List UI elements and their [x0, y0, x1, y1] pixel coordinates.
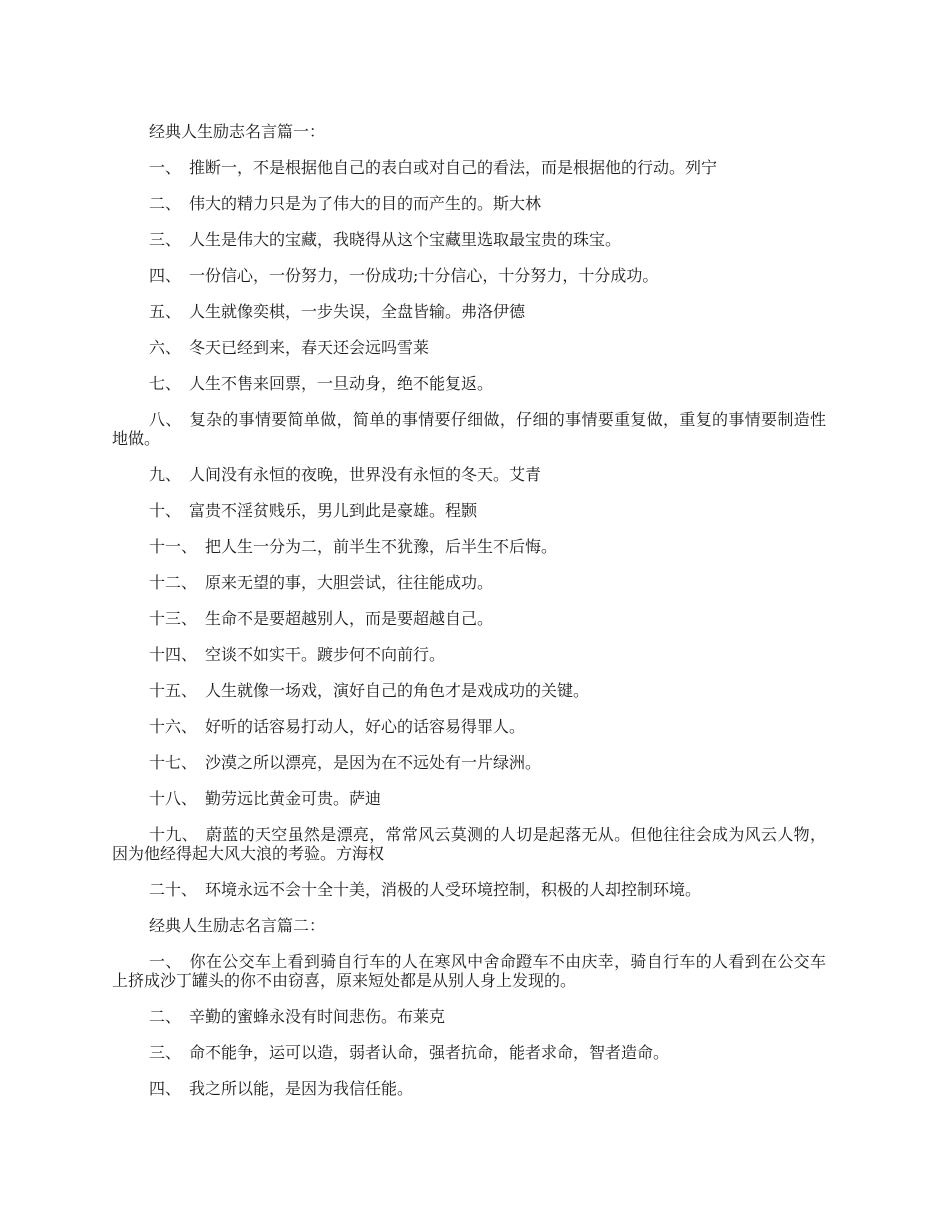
quote-paragraph	[112, 266, 826, 285]
quote-number: 一、	[149, 952, 182, 971]
quote-number: 十四、	[149, 645, 198, 664]
quote-number: 十、	[149, 501, 182, 520]
quote-number: 一、	[149, 158, 182, 177]
quote-paragraph	[112, 573, 826, 592]
quote-text: 富贵不淫贫贱乐，男儿到此是豪雄。程颢	[189, 501, 478, 520]
quote-paragraph	[112, 230, 826, 249]
quote-paragraph	[112, 952, 826, 990]
quote-text: 沙漠之所以漂亮，是因为在不远处有一片绿洲。	[205, 753, 542, 772]
quote-paragraph	[112, 645, 826, 664]
quote-number: 十六、	[149, 717, 198, 736]
quote-paragraph	[112, 717, 826, 736]
quote-paragraph	[112, 465, 826, 484]
quote-text: 空谈不如实干。踱步何不向前行。	[205, 645, 446, 664]
quote-paragraph	[112, 1043, 826, 1062]
document-page	[112, 122, 826, 1115]
quote-number: 二、	[149, 194, 182, 213]
quote-text: 人生是伟大的宝藏，我晓得从这个宝藏里选取最宝贵的珠宝。	[189, 230, 622, 249]
quote-number: 五、	[149, 302, 182, 321]
quote-paragraph	[112, 302, 826, 321]
section-heading: 经典人生励志名言篇一：	[149, 122, 326, 141]
quote-paragraph	[112, 194, 826, 213]
quote-paragraph	[112, 789, 826, 808]
quote-number: 六、	[149, 338, 182, 357]
section-1-list	[112, 158, 826, 899]
quote-paragraph	[112, 1007, 826, 1026]
quote-text: 环境永远不会十全十美，消极的人受环境控制，积极的人却控制环境。	[205, 880, 702, 899]
quote-paragraph	[112, 501, 826, 520]
quote-number: 十二、	[149, 573, 198, 592]
quote-number: 十七、	[149, 753, 198, 772]
quote-text: 复杂的事情要简单做，简单的事情要仔细做，仔细的事情要重复做，重复的事情要制造性地做。	[112, 410, 826, 448]
quote-text: 原来无望的事，大胆尝试，往往能成功。	[205, 573, 494, 592]
quote-paragraph	[112, 374, 826, 393]
quote-text: 命不能争，运可以造，弱者认命，强者抗命，能者求命，智者造命。	[189, 1043, 670, 1062]
quote-number: 十一、	[149, 537, 198, 556]
quote-number: 二十、	[149, 880, 198, 899]
quote-text: 蔚蓝的天空虽然是漂亮，常常风云莫测的人切是起落无从。但他往往会成为风云人物，因为他经得起大风大浪的考验。方海权	[112, 825, 826, 863]
quote-text: 人生不售来回票，一旦动身，绝不能复返。	[189, 374, 494, 393]
quote-text: 人间没有永恒的夜晚，世界没有永恒的冬天。艾青	[189, 465, 542, 484]
quote-number: 十五、	[149, 681, 198, 700]
quote-number: 四、	[149, 266, 182, 285]
quote-paragraph	[112, 753, 826, 772]
quote-text: 生命不是要超越别人，而是要超越自己。	[205, 609, 494, 628]
quote-number: 二、	[149, 1007, 182, 1026]
quote-text: 冬天已经到来，春天还会远吗雪莱	[189, 338, 430, 357]
quote-number: 七、	[149, 374, 182, 393]
quote-paragraph	[112, 825, 826, 863]
quote-text: 一份信心，一份努力，一份成功;十分信心，十分努力，十分成功。	[189, 266, 659, 285]
quote-number: 十三、	[149, 609, 198, 628]
section-heading: 经典人生励志名言篇二：	[149, 916, 326, 935]
quote-text: 勤劳远比黄金可贵。萨迪	[205, 789, 382, 808]
quote-text: 推断一，不是根据他自己的表白或对自己的看法，而是根据他的行动。列宁	[189, 158, 718, 177]
quote-text: 人生就像奕棋，一步失误，全盘皆输。弗洛伊德	[189, 302, 526, 321]
quote-number: 十八、	[149, 789, 198, 808]
quote-text: 好听的话容易打动人，好心的话容易得罪人。	[205, 717, 526, 736]
quote-paragraph	[112, 609, 826, 628]
quote-text: 伟大的精力只是为了伟大的目的而产生的。斯大林	[189, 194, 542, 213]
quote-text: 辛勤的蜜蜂永没有时间悲伤。布莱克	[189, 1007, 446, 1026]
quote-number: 三、	[149, 230, 182, 249]
quote-paragraph	[112, 1079, 826, 1098]
quote-paragraph	[112, 338, 826, 357]
quote-paragraph	[112, 880, 826, 899]
quote-text: 把人生一分为二，前半生不犹豫，后半生不后悔。	[205, 537, 558, 556]
quote-number: 八、	[149, 410, 182, 429]
quote-paragraph	[112, 410, 826, 448]
section-2-list	[112, 952, 826, 1098]
quote-number: 九、	[149, 465, 182, 484]
quote-number: 十九、	[149, 825, 198, 844]
quote-number: 四、	[149, 1079, 182, 1098]
quote-number: 三、	[149, 1043, 182, 1062]
quote-text: 我之所以能，是因为我信任能。	[189, 1079, 414, 1098]
quote-text: 你在公交车上看到骑自行车的人在寒风中舍命蹬车不由庆幸，骑自行车的人看到在公交车上挤成沙丁罐头的你不由窃喜，原来短处都是从别人身上发现的。	[112, 952, 826, 990]
quote-paragraph	[112, 158, 826, 177]
quote-paragraph	[112, 681, 826, 700]
quote-text: 人生就像一场戏，演好自己的角色才是戏成功的关键。	[205, 681, 590, 700]
quote-paragraph	[112, 537, 826, 556]
